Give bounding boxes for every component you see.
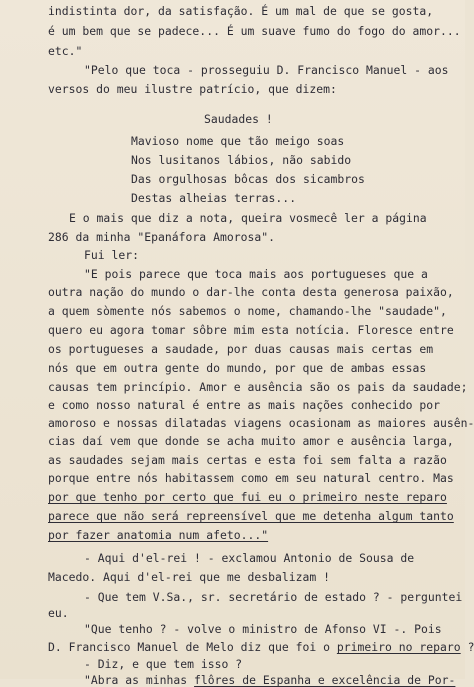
text-line: quero eu agora tomar sôbre mim esta notícia. Floresce entre [48, 323, 454, 337]
poem-title: Saudades ! [204, 112, 273, 126]
poem-line: Das orgulhosas bôcas dos sicambros [131, 172, 365, 186]
text-line: - Aqui d'el-rei ! - exclamou Antonio de Sousa de [84, 551, 415, 565]
underlined-phrase: primeiro no reparo [336, 640, 461, 654]
text-line: "Que tenho ? - volve o ministro de Afonso VI -. Pois [84, 622, 442, 636]
text-line: as saudades sejam mais certas e esta foi sem falta a razão [48, 453, 447, 467]
text-line: - Que tem V.Sa., sr. secretário de estado ? - perguntei [84, 590, 463, 604]
text-line: porque entre nós habitassem como em seu natural centro. Mas [48, 471, 454, 485]
text-line: amoroso e nossas dilatadas viagens ocasionam as maiores ausên- [48, 416, 474, 430]
text-line: Fui ler: [84, 248, 140, 262]
poem-line: Mavioso nome que tão meigo soas [131, 134, 345, 148]
poem-line: Destas alheias terras... [131, 191, 297, 205]
text-line: "E pois parece que toca mais aos portugueses que a [84, 267, 428, 281]
text-line: indistinta dor, da satisfação. É um mal de que se gosta, [48, 4, 434, 18]
text-line: Macedo. Aqui d'el-rei que me desbalizam ! [48, 570, 330, 584]
underlined-phrase: flôres de Espanha e excelência de Por- [194, 673, 456, 687]
poem-line: Nos lusitanos lábios, não sabido [131, 153, 352, 167]
text-run: "Abra as minhas [84, 673, 195, 687]
text-line: 286 da minha "Epanáfora Amorosa". [48, 230, 275, 244]
text-line: causas tem princípio. Amor e ausência são os pais da saudade; [48, 380, 468, 394]
text-line: os portugueses a saudade, por duas causas mais certas em [48, 342, 434, 356]
text-run: D. Francisco Manuel de Melo diz que foi o [48, 640, 337, 654]
text-line: nós que em outra gente do mundo, por que de ambas essas [48, 361, 427, 375]
text-line: - Diz, e que tem isso ? [84, 657, 243, 671]
underlined-text-line: por fazer anatomia num afeto..." [48, 528, 269, 542]
text-line: é um bem que se padece... É um suave fumo do fogo do amor... [48, 24, 461, 38]
text-line: outra nação do mundo o dar-lhe conta desta generosa paixão, [48, 285, 454, 299]
text-line: "Pelo que toca - prosseguiu D. Francisco Manuel - aos [84, 63, 449, 77]
text-line: E o mais que diz a nota, queira vosmecê ler a página [69, 211, 427, 225]
text-line [48, 640, 474, 654]
text-line: eu. [48, 606, 69, 620]
text-run: ? [460, 640, 474, 654]
text-line: e como nosso natural é entre as mais nações conhecido por [48, 398, 441, 412]
text-line: versos do meu ilustre patrício, que dizem: [48, 82, 337, 96]
text-line: etc." [48, 44, 83, 58]
text-line [84, 673, 455, 687]
text-line: cias daí vem que donde se acha muito amor e ausência larga, [48, 434, 454, 448]
text-line: a quem sòmente nós sabemos o nome, chamando-lhe "saudade", [48, 304, 447, 318]
underlined-text-line: parece que não será repreensível que me detenha algum tanto [48, 509, 454, 523]
underlined-text-line: por que tenho por certo que fui eu o primeiro neste reparo [48, 490, 447, 504]
